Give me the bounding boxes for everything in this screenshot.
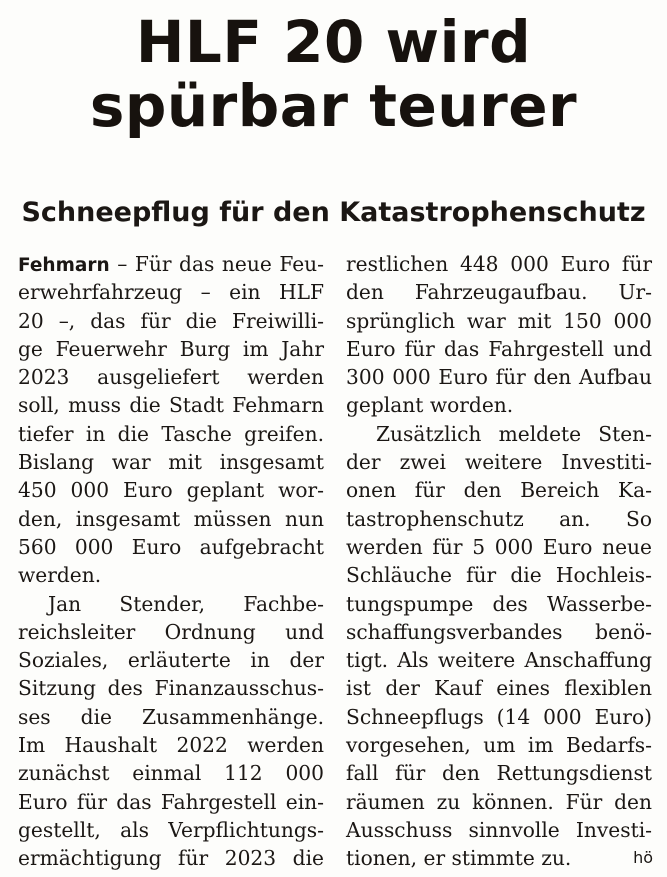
article-line: geplant worden.	[346, 393, 514, 418]
article-line: restlichen 448 000 Euro für	[346, 252, 652, 276]
left-column	[18, 250, 324, 873]
article-line: 560 000 Euro aufgebracht	[18, 534, 324, 559]
article-line: Jan Stender, Fachbe-	[48, 591, 324, 616]
article-line: ge Feuerwehr Burg im Jahr	[18, 336, 324, 361]
headline-line-2: spürbar teurer	[89, 72, 578, 140]
article-line: Euro für das Fahrgestell ein-	[18, 789, 324, 814]
article-line: werden für 5 000 Euro neue	[346, 534, 652, 559]
article-line: 300 000 Euro für den Aufbau	[346, 365, 652, 390]
article-line: schaffungsverbandes benö-	[346, 619, 652, 644]
article-line-text: – Für das neue Feu-	[109, 252, 324, 276]
article-line: zunächst einmal 112 000	[18, 761, 324, 786]
article-line	[18, 250, 324, 278]
article-line: ses die Zusammenhänge.	[18, 704, 324, 729]
article-line: räumen zu können. Für den	[346, 789, 652, 814]
article-line: den Fahrzeugaufbau. Ur-	[346, 280, 652, 305]
article-line: Schläuche für die Hochleis-	[346, 563, 652, 588]
article-line: Im Haushalt 2022 werden	[18, 733, 324, 758]
article-line: Soziales, erläuterte in der	[18, 648, 324, 673]
article-line: den, insgesamt müssen nun	[18, 506, 324, 531]
author-initials: hö	[633, 848, 653, 867]
article-line: ist der Kauf eines flexiblen	[346, 676, 652, 701]
article-line: der zwei weitere Investiti-	[346, 450, 652, 475]
article-line: erwehrfahrzeug – ein HLF	[18, 280, 324, 305]
article-line: 20 –, das für die Freiwilli-	[18, 308, 324, 333]
article-line: werden.	[18, 563, 102, 588]
article-line: Schneepflugs (14 000 Euro)	[346, 704, 652, 729]
article-line: vorgesehen, um im Bedarfs-	[346, 733, 652, 758]
article-line: gestellt, als Verpflichtungs-	[18, 817, 324, 842]
headline-line-1: HLF 20 wird	[135, 8, 532, 76]
headline	[0, 10, 667, 138]
article-line: Sitzung des Finanzausschus-	[18, 676, 324, 701]
article-line: 2023 ausgeliefert werden	[18, 365, 324, 390]
article-line: Euro für das Fahrgestell und	[346, 336, 652, 361]
right-column	[346, 250, 652, 873]
article-line: 450 000 Euro geplant wor-	[18, 478, 324, 503]
article-line: tionen, er stimmte zu.	[346, 846, 572, 871]
article-line: onen für den Bereich Ka-	[346, 478, 652, 503]
article-line: tigt. Als weitere Anschaffung	[346, 648, 652, 673]
article-line: ermächtigung für 2023 die	[18, 846, 324, 871]
article-line: tungspumpe des Wasserbe-	[346, 591, 652, 616]
article-line: Zusätzlich meldete Sten-	[376, 421, 652, 446]
article-line: tiefer in die Tasche greifen.	[18, 421, 324, 446]
article-line: tastrophenschutz an. So	[346, 506, 652, 531]
article-line: sprünglich war mit 150 000	[346, 308, 652, 333]
article-line: fall für den Rettungsdienst	[346, 761, 652, 786]
article-line: soll, muss die Stadt Fehmarn	[18, 393, 324, 418]
article-line: Bislang war mit insgesamt	[18, 450, 324, 475]
article-line: Ausschuss sinnvolle Investi-	[346, 817, 652, 842]
subheadline: Schneepflug für den Katastrophenschutz	[21, 197, 646, 228]
article-line: reichsleiter Ordnung und	[18, 619, 324, 644]
dateline: Fehmarn	[18, 255, 110, 276]
